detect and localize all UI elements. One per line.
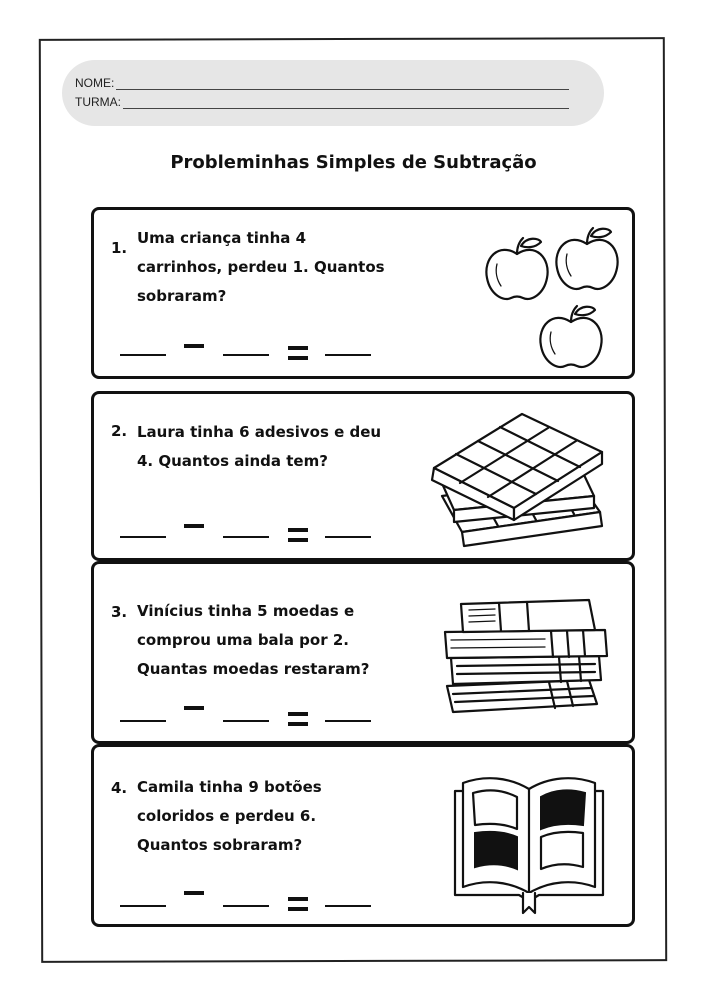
answer-blank[interactable] — [325, 536, 371, 538]
answer-blank[interactable] — [325, 354, 371, 356]
equals-sign — [288, 712, 308, 726]
question-text — [137, 224, 427, 311]
answer-blank[interactable] — [120, 536, 166, 538]
question-number: 2. — [111, 422, 128, 440]
question-line: carrinhos, perdeu 1. Quantos — [137, 258, 385, 276]
question-number: 3. — [111, 603, 128, 621]
answer-equation — [120, 887, 380, 907]
question-line: Uma criança tinha 4 — [137, 229, 307, 247]
answer-equation — [120, 518, 380, 538]
equals-sign — [288, 346, 308, 360]
question-text — [137, 418, 437, 476]
question-number: 1. — [111, 239, 128, 257]
class-label: TURMA: — [75, 95, 121, 109]
equals-sign — [288, 528, 308, 542]
question-card-3 — [91, 561, 635, 744]
open-book-icon — [449, 771, 609, 916]
question-text — [137, 773, 427, 860]
apples-icon — [479, 218, 619, 376]
class-line[interactable] — [123, 97, 569, 109]
answer-equation — [120, 336, 380, 356]
answer-blank[interactable] — [223, 354, 269, 356]
books-stack-icon — [439, 594, 619, 724]
question-line: Quantos sobraram? — [137, 836, 303, 854]
answer-blank[interactable] — [325, 905, 371, 907]
name-label: NOME: — [75, 76, 115, 90]
minus-sign — [184, 706, 204, 710]
question-line: sobraram? — [137, 287, 227, 305]
answer-blank[interactable] — [223, 720, 269, 722]
answer-blank[interactable] — [120, 720, 166, 722]
answer-blank[interactable] — [223, 905, 269, 907]
equals-sign — [288, 897, 308, 911]
chocolate-bars-icon — [426, 408, 606, 548]
class-field[interactable] — [75, 95, 569, 109]
minus-sign — [184, 524, 204, 528]
answer-blank[interactable] — [325, 720, 371, 722]
question-number: 4. — [111, 779, 128, 797]
question-text — [137, 597, 427, 684]
name-line[interactable] — [116, 78, 569, 90]
question-card-1 — [91, 207, 635, 379]
answer-blank[interactable] — [223, 536, 269, 538]
student-info-box — [62, 60, 604, 126]
question-line: Laura tinha 6 adesivos e deu — [137, 423, 382, 441]
minus-sign — [184, 891, 204, 895]
answer-blank[interactable] — [120, 905, 166, 907]
question-line: coloridos e perdeu 6. — [137, 807, 317, 825]
question-line: comprou uma bala por 2. — [137, 631, 349, 649]
page-title: Probleminhas Simples de Subtração — [170, 152, 537, 173]
question-card-4 — [91, 744, 635, 927]
question-line: 4. Quantos ainda tem? — [137, 452, 328, 470]
question-line: Quantas moedas restaram? — [137, 660, 370, 678]
question-line: Vinícius tinha 5 moedas e — [137, 602, 355, 620]
answer-equation — [120, 702, 380, 722]
minus-sign — [184, 344, 204, 348]
question-line: Camila tinha 9 botões — [137, 778, 322, 796]
name-field[interactable] — [75, 76, 569, 90]
answer-blank[interactable] — [120, 354, 166, 356]
question-card-2 — [91, 391, 635, 561]
